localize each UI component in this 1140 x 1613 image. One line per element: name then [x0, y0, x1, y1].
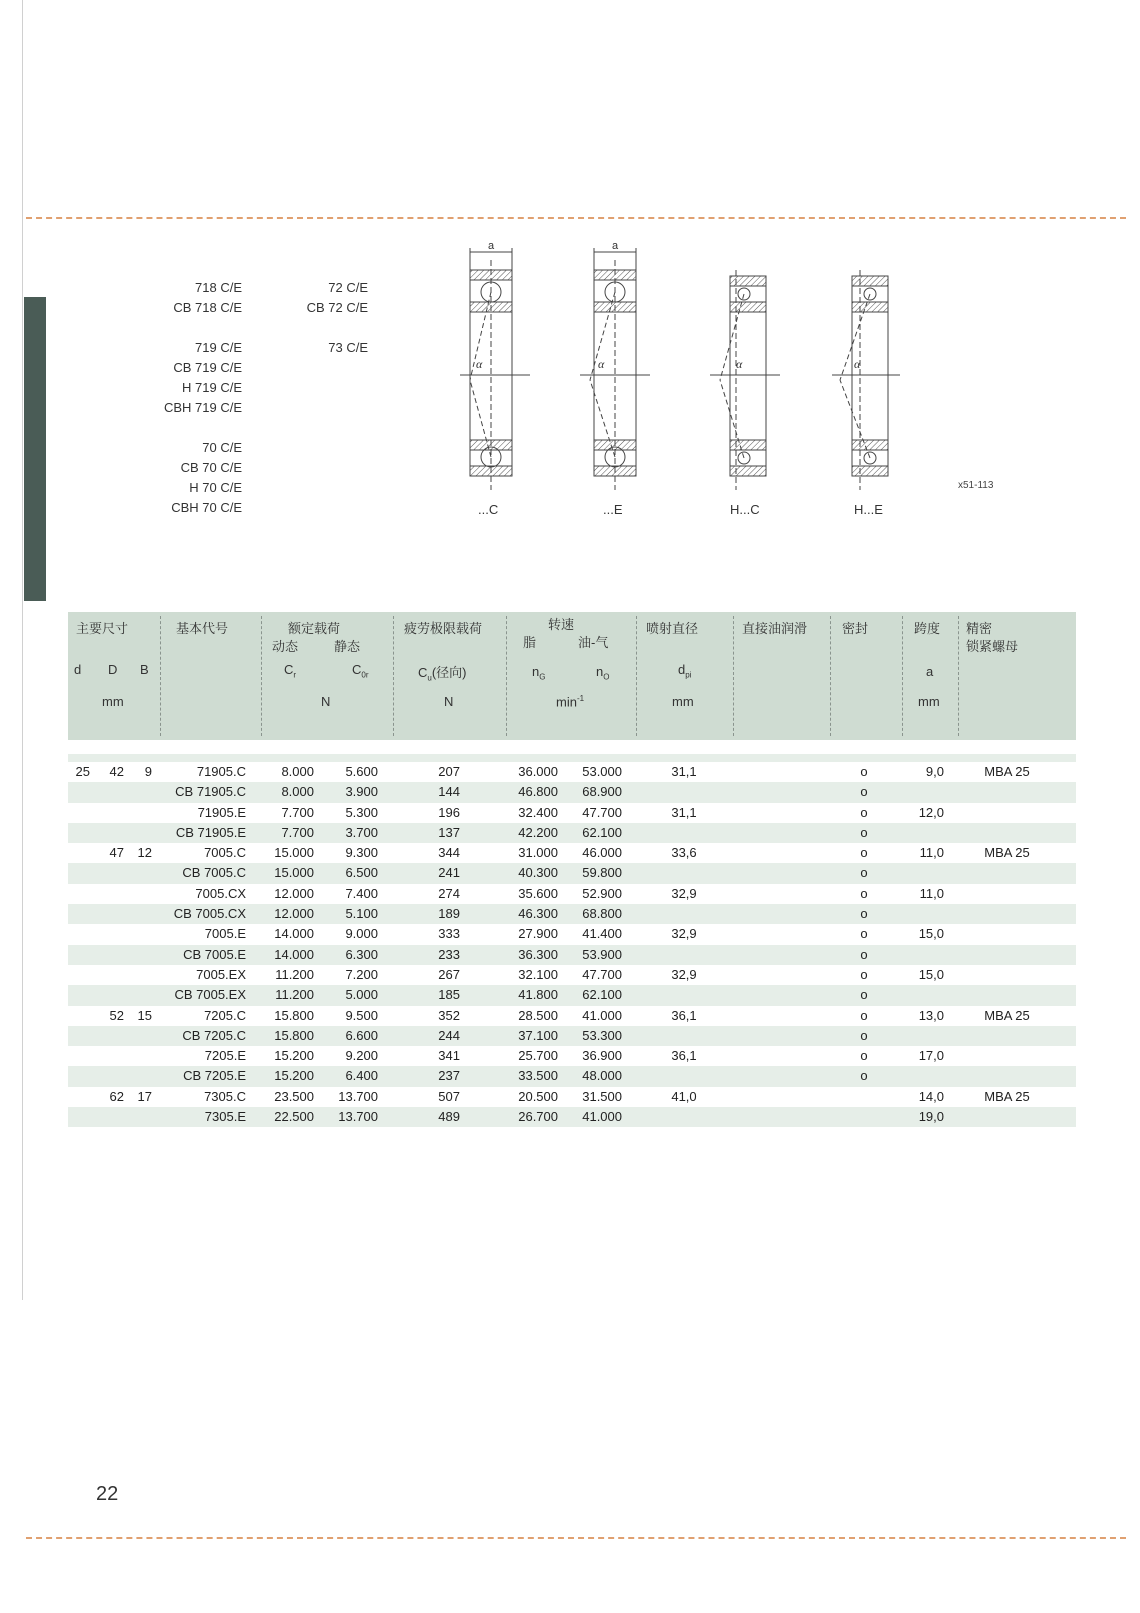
cell-cr: 15.000: [274, 865, 314, 881]
header-speed: 转速: [548, 617, 575, 632]
cell-seal: o: [860, 926, 868, 942]
cell-desig: CB 7205.C: [182, 1027, 246, 1043]
cell-cr: 23.500: [274, 1088, 314, 1104]
table-row: [68, 884, 1076, 904]
series-item: CB 72 C/E: [306, 300, 368, 315]
page-number: 22: [96, 1483, 119, 1505]
header-separator: [902, 616, 903, 736]
cell-a: 15,0: [918, 926, 944, 942]
cell-ng: 28.500: [518, 1007, 558, 1023]
cell-D: 52: [109, 1007, 124, 1023]
cell-no: 41.400: [582, 926, 622, 942]
cell-no: 62.100: [582, 824, 622, 840]
cell-a: 13,0: [918, 1007, 944, 1023]
series-group: [150, 338, 242, 418]
cell-nut: MBA 25: [984, 1088, 1030, 1104]
contact-angle-label: α: [736, 357, 743, 371]
series-group: [150, 438, 242, 518]
table-row: [68, 1006, 1076, 1026]
cell-cu: 489: [438, 1109, 460, 1125]
cell-a: 19,0: [918, 1109, 944, 1125]
cell-cr: 15.800: [274, 1027, 314, 1043]
cell-ng: 42.200: [518, 824, 558, 840]
table-row: [68, 1066, 1076, 1086]
series-item: CB 70 C/E: [180, 460, 242, 475]
cell-nut: MBA 25: [984, 764, 1030, 779]
cell-seal: o: [860, 1027, 868, 1043]
cell-c0r: 13.700: [338, 1109, 378, 1125]
table-row: [68, 924, 1076, 944]
cell-cu: 207: [438, 764, 460, 779]
header-dynamic: 动态: [272, 639, 299, 654]
series-item: CBH 70 C/E: [171, 500, 242, 515]
cell-cr: 8.000: [281, 764, 314, 779]
cell-ng: 25.700: [518, 1048, 558, 1064]
series-item: 72 C/E: [328, 280, 368, 295]
cell-desig: 7305.C: [204, 1088, 246, 1104]
cell-cr: 22.500: [274, 1109, 314, 1125]
cell-c0r: 6.600: [345, 1027, 378, 1043]
table-body: [68, 762, 1076, 1127]
unit-mm: mm: [672, 694, 694, 709]
series-item: H 70 C/E: [189, 480, 242, 495]
header-separator: [958, 616, 959, 736]
cell-seal: o: [860, 966, 868, 982]
bottom-dashed-divider: [26, 1537, 1126, 1539]
header-fatigue: 疲劳极限载荷: [404, 621, 483, 636]
unit-mm: mm: [102, 694, 124, 709]
table-row: [68, 965, 1076, 985]
cell-seal: o: [860, 987, 868, 1003]
contact-angle-label: α: [476, 357, 483, 371]
cell-a: 15,0: [918, 966, 944, 982]
cell-desig: 7005.CX: [195, 885, 246, 901]
cell-cr: 8.000: [281, 784, 314, 800]
cell-c0r: 3.700: [345, 824, 378, 840]
cell-a: 12,0: [918, 804, 944, 820]
cell-seal: o: [860, 1048, 868, 1064]
cell-c0r: 9.500: [345, 1007, 378, 1023]
cell-D: 47: [109, 845, 124, 861]
cell-no: 52.900: [582, 885, 622, 901]
cell-cr: 15.200: [274, 1068, 314, 1084]
cell-nut: MBA 25: [984, 845, 1030, 861]
cell-no: 59.800: [582, 865, 622, 881]
header-locknut-1: 精密: [966, 621, 993, 636]
header-cu: $C_u$(径向): [418, 665, 467, 683]
series-item: CB 719 C/E: [173, 360, 242, 375]
cell-a: 14,0: [918, 1088, 944, 1104]
cell-ng: 36.300: [518, 946, 558, 962]
header-oil-air: 油-气: [578, 635, 609, 650]
series-item: 73 C/E: [328, 340, 368, 355]
cell-dp: 31,1: [671, 764, 697, 779]
header-c0r: $C_{0r}$: [352, 662, 369, 680]
table-row: [68, 843, 1076, 863]
cell-no: 31.500: [582, 1088, 622, 1104]
cell-ng: 40.300: [518, 865, 558, 881]
cell-desig: 7205.E: [204, 1048, 246, 1064]
dim-a-label: a: [488, 240, 495, 252]
table-spacer-row: [68, 754, 1076, 762]
cell-ng: 31.000: [518, 845, 558, 861]
cell-cr: 15.800: [274, 1007, 314, 1023]
header-separator: [393, 616, 394, 736]
cell-a: 9,0: [925, 764, 944, 779]
cell-desig: 7005.EX: [196, 966, 246, 982]
header-separator: [830, 616, 831, 736]
cell-cr: 14.000: [274, 946, 314, 962]
diagram-label-hc: H...C: [730, 502, 760, 517]
unit-mm: mm: [918, 694, 940, 709]
header-separator: [636, 616, 637, 736]
header-separator: [506, 616, 507, 736]
cell-cr: 11.200: [275, 987, 314, 1003]
header-separator: [261, 616, 262, 736]
cell-D: 42: [109, 764, 124, 779]
cell-cu: 344: [438, 845, 460, 861]
diagram-label-e: ...E: [603, 502, 623, 517]
cell-a: 17,0: [918, 1048, 944, 1064]
diagram-label-c: ...C: [478, 502, 499, 517]
cell-c0r: 6.400: [345, 1068, 378, 1084]
series-list-left: [150, 278, 242, 538]
table-row: [68, 782, 1076, 802]
cell-seal: o: [860, 824, 868, 840]
contact-angle-label: α: [854, 357, 861, 371]
cell-no: 41.000: [582, 1007, 622, 1023]
header-a: a: [926, 664, 934, 679]
cell-B: 12: [137, 845, 152, 861]
cell-seal: o: [860, 885, 868, 901]
bearing-he-diagram: [832, 270, 900, 490]
cell-c0r: 9.200: [345, 1048, 378, 1064]
cell-c0r: 13.700: [338, 1088, 378, 1104]
cell-desig: CB 7005.E: [183, 946, 246, 962]
cell-ng: 36.000: [518, 764, 558, 779]
cell-cu: 189: [438, 906, 460, 922]
cell-seal: o: [860, 845, 868, 861]
cell-D: 62: [109, 1088, 124, 1104]
cell-desig: 7205.C: [204, 1007, 246, 1023]
table-row: [68, 803, 1076, 823]
cell-cu: 352: [438, 1007, 460, 1023]
cell-seal: o: [860, 804, 868, 820]
header-cr: $C_r$: [284, 662, 297, 680]
header-separator: [160, 616, 161, 736]
cell-seal: o: [860, 906, 868, 922]
header-ng: $n_G$: [532, 664, 546, 682]
cell-dp: 41,0: [671, 1088, 697, 1104]
cell-ng: 46.300: [518, 906, 558, 922]
series-item: 718 C/E: [195, 280, 242, 295]
cell-cu: 267: [438, 966, 460, 982]
cell-seal: o: [860, 865, 868, 881]
cell-ng: 35.600: [518, 885, 558, 901]
contact-angle-label: α: [598, 357, 605, 371]
cell-c0r: 6.300: [345, 946, 378, 962]
cell-cr: 14.000: [274, 926, 314, 942]
top-dashed-divider: [26, 217, 1126, 219]
header-designation: 基本代号: [176, 621, 229, 636]
cell-no: 41.000: [582, 1109, 622, 1125]
table-row: [68, 1026, 1076, 1046]
cell-seal: o: [860, 946, 868, 962]
dim-a-label: a: [612, 240, 619, 252]
cell-desig: CB 7005.C: [182, 865, 246, 881]
unit-n: N: [444, 694, 454, 709]
cell-desig: 7005.C: [204, 845, 246, 861]
cell-desig: CB 7205.E: [183, 1068, 246, 1084]
cell-desig: CB 71905.C: [175, 784, 246, 800]
cell-ng: 37.100: [518, 1027, 558, 1043]
cell-ng: 26.700: [518, 1109, 558, 1125]
cell-c0r: 3.900: [345, 784, 378, 800]
bearing-e-diagram: [580, 248, 650, 490]
cell-seal: o: [860, 764, 868, 779]
cell-c0r: 5.100: [345, 906, 378, 922]
cell-cr: 12.000: [274, 906, 314, 922]
cell-ng: 41.800: [518, 987, 558, 1003]
cell-c0r: 6.500: [345, 865, 378, 881]
cell-dp: 33,6: [671, 845, 697, 861]
cell-cu: 237: [438, 1068, 460, 1084]
header-spray-dia: 喷射直径: [646, 621, 699, 636]
table-row: [68, 904, 1076, 924]
cell-no: 53.000: [582, 764, 622, 779]
series-list-right: [292, 278, 368, 378]
series-item: 70 C/E: [202, 440, 242, 455]
header-span: 跨度: [914, 621, 941, 636]
header-dp: $d_{pi}$: [678, 662, 692, 680]
cell-B: 17: [137, 1088, 152, 1104]
cell-c0r: 5.600: [345, 764, 378, 779]
cell-cr: 15.200: [274, 1048, 314, 1064]
cell-ng: 33.500: [518, 1068, 558, 1084]
table-header: [68, 612, 1076, 740]
cell-c0r: 9.000: [345, 926, 378, 942]
cell-no: 53.300: [582, 1027, 622, 1043]
header-locknut-2: 锁紧螺母: [966, 639, 1019, 654]
cell-c0r: 7.200: [345, 966, 378, 982]
table-row: [68, 985, 1076, 1005]
cell-cu: 185: [438, 987, 460, 1003]
cell-dp: 36,1: [671, 1048, 697, 1064]
left-margin-rule: [22, 0, 23, 1300]
table-row: [68, 823, 1076, 843]
cell-cu: 244: [438, 1027, 460, 1043]
cell-no: 36.900: [582, 1048, 622, 1064]
cell-no: 47.700: [582, 966, 622, 982]
cell-dp: 31,1: [671, 804, 697, 820]
bearing-cross-section-figure: [440, 240, 1000, 530]
bearing-hc-diagram: [710, 270, 780, 490]
bearing-diagrams: [440, 240, 1000, 530]
cell-seal: o: [860, 1007, 868, 1023]
cell-ng: 20.500: [518, 1088, 558, 1104]
cell-cu: 144: [438, 784, 460, 800]
cell-d: 25: [75, 764, 90, 779]
series-item: 719 C/E: [195, 340, 242, 355]
header-grease: 脂: [523, 635, 537, 650]
table-row: [68, 1046, 1076, 1066]
cell-no: 53.900: [582, 946, 622, 962]
cell-cu: 241: [438, 865, 460, 881]
header-B: B: [140, 662, 149, 677]
cell-ng: 32.100: [518, 966, 558, 982]
header-load-rating: 额定载荷: [288, 621, 341, 636]
cell-a: 11,0: [919, 845, 944, 861]
cell-a: 11,0: [919, 885, 944, 901]
diagram-label-he: H...E: [854, 502, 883, 517]
cell-seal: o: [860, 1068, 868, 1084]
cell-ng: 27.900: [518, 926, 558, 942]
cell-dp: 36,1: [671, 1007, 697, 1023]
series-group: [292, 278, 368, 318]
cell-B: 15: [137, 1007, 152, 1023]
table-row: [68, 762, 1076, 782]
cell-no: 46.000: [582, 845, 622, 861]
series-group: [292, 338, 368, 358]
cell-no: 47.700: [582, 804, 622, 820]
cell-ng: 46.800: [518, 784, 558, 800]
cell-desig: CB 71905.E: [175, 824, 246, 840]
cell-cu: 341: [438, 1048, 460, 1064]
cell-desig: 7005.E: [204, 926, 246, 942]
cell-cu: 507: [438, 1088, 460, 1104]
cell-cu: 137: [438, 824, 460, 840]
cell-dp: 32,9: [671, 966, 697, 982]
cell-dp: 32,9: [671, 926, 697, 942]
cell-ng: 32.400: [518, 804, 558, 820]
cell-c0r: 5.000: [345, 987, 378, 1003]
cell-cr: 12.000: [274, 885, 314, 901]
header-static: 静态: [334, 639, 361, 654]
cell-seal: o: [860, 784, 868, 800]
unit-n: N: [321, 694, 331, 709]
cell-dp: 32,9: [671, 885, 697, 901]
cell-cu: 333: [438, 926, 460, 942]
table-row: [68, 1107, 1076, 1127]
cell-cu: 233: [438, 946, 460, 962]
side-tab-bar: [24, 297, 46, 601]
table-row: [68, 1087, 1076, 1107]
series-group: [150, 278, 242, 318]
series-item: CBH 719 C/E: [163, 400, 242, 415]
cell-B: 9: [144, 764, 152, 779]
cell-no: 68.800: [582, 906, 622, 922]
cell-nut: MBA 25: [984, 1007, 1030, 1023]
table-row: [68, 945, 1076, 965]
cell-desig: CB 7005.EX: [174, 987, 246, 1003]
cell-cr: 11.200: [275, 966, 314, 982]
cell-desig: 71905.C: [196, 764, 246, 779]
cell-c0r: 9.300: [345, 845, 378, 861]
header-d: d: [74, 662, 82, 677]
cell-cr: 7.700: [281, 824, 314, 840]
series-item: CB 718 C/E: [173, 300, 242, 315]
cell-no: 48.000: [582, 1068, 622, 1084]
cell-cu: 196: [438, 804, 460, 820]
cell-c0r: 7.400: [345, 885, 378, 901]
unit-min: $\min^{-1}$: [556, 694, 585, 710]
cell-c0r: 5.300: [345, 804, 378, 820]
header-D: D: [108, 662, 118, 677]
cell-cr: 7.700: [281, 804, 314, 820]
bearing-c-diagram: [460, 248, 530, 490]
cell-desig: CB 7005.CX: [173, 906, 246, 922]
header-seal: 密封: [842, 621, 869, 636]
header-direct-oil: 直接油润滑: [742, 621, 808, 636]
cell-desig: 7305.E: [204, 1109, 246, 1125]
header-main-dims: 主要尺寸: [76, 621, 129, 636]
bearing-data-table: [68, 612, 1076, 1127]
cell-no: 62.100: [582, 987, 622, 1003]
header-separator: [733, 616, 734, 736]
series-item: H 719 C/E: [182, 380, 242, 395]
cell-desig: 71905.E: [197, 804, 246, 820]
table-row: [68, 863, 1076, 883]
cell-cr: 15.000: [274, 845, 314, 861]
cell-no: 68.900: [582, 784, 622, 800]
figure-code: x51-113: [958, 480, 994, 491]
cell-cu: 274: [438, 885, 460, 901]
header-no: $n_O$: [596, 664, 610, 682]
